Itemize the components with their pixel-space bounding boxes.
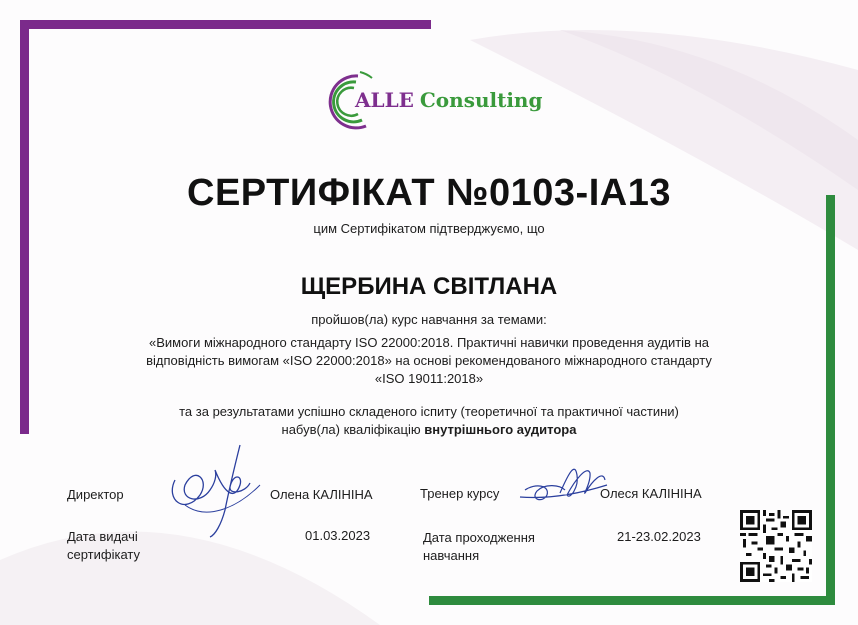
certificate-title: СЕРТИФІКАТ №0103-ІА13 — [187, 172, 671, 214]
issue-date-label-line1: Дата видачі — [67, 529, 138, 544]
issue-date: 01.03.2023 — [305, 528, 371, 543]
green-frame-bottom — [429, 596, 835, 605]
result-prefix: набув(ла) кваліфікацію — [281, 422, 425, 437]
purple-frame-top — [20, 20, 431, 29]
result-line-1: та за результатами успішно складеного іспиту (теоретичної та практичної частини) — [179, 404, 679, 419]
qr-code-icon — [740, 510, 812, 582]
recipient-name: ЩЕРБИНА СВІТЛАНА — [300, 273, 558, 300]
certificate-subtitle: цим Сертифікатом підтверджуємо, що — [313, 221, 545, 236]
logo-alle: ALLE — [355, 88, 414, 112]
qualification: внутрішнього аудитора — [424, 422, 577, 437]
green-frame-right — [826, 195, 835, 605]
logo-text — [355, 88, 542, 112]
director-label: Директор — [67, 487, 124, 502]
issue-date-label-line2: сертифікату — [67, 547, 140, 562]
director-name: Олена КАЛІНІНА — [270, 487, 373, 502]
trainer-name: Олеся КАЛІНІНА — [600, 486, 702, 501]
training-date-label — [423, 529, 535, 565]
training-date-label-line1: Дата проходження — [423, 530, 535, 545]
course-description: «Вимоги міжнародного стандарту ISO 22000:2018. Практичні навички проведення аудитів на відповідність вимогам «ISO 22000:2018» на основі рекомендованого міжнародного стандарту «ISO 19011:2018» — [146, 335, 712, 386]
trainer-label: Тренер курсу — [420, 486, 500, 501]
issue-date-label — [67, 528, 140, 564]
result-line-2 — [0, 421, 858, 439]
training-date: 21-23.02.2023 — [617, 529, 701, 544]
result-text — [0, 403, 858, 439]
passed-course-text: пройшов(ла) курс навчання за темами: — [311, 312, 547, 327]
director-signature-icon — [155, 425, 270, 545]
training-date-label-line2: навчання — [423, 548, 480, 563]
logo-consulting: Consulting — [419, 88, 543, 112]
trainer-signature-icon — [515, 455, 615, 510]
